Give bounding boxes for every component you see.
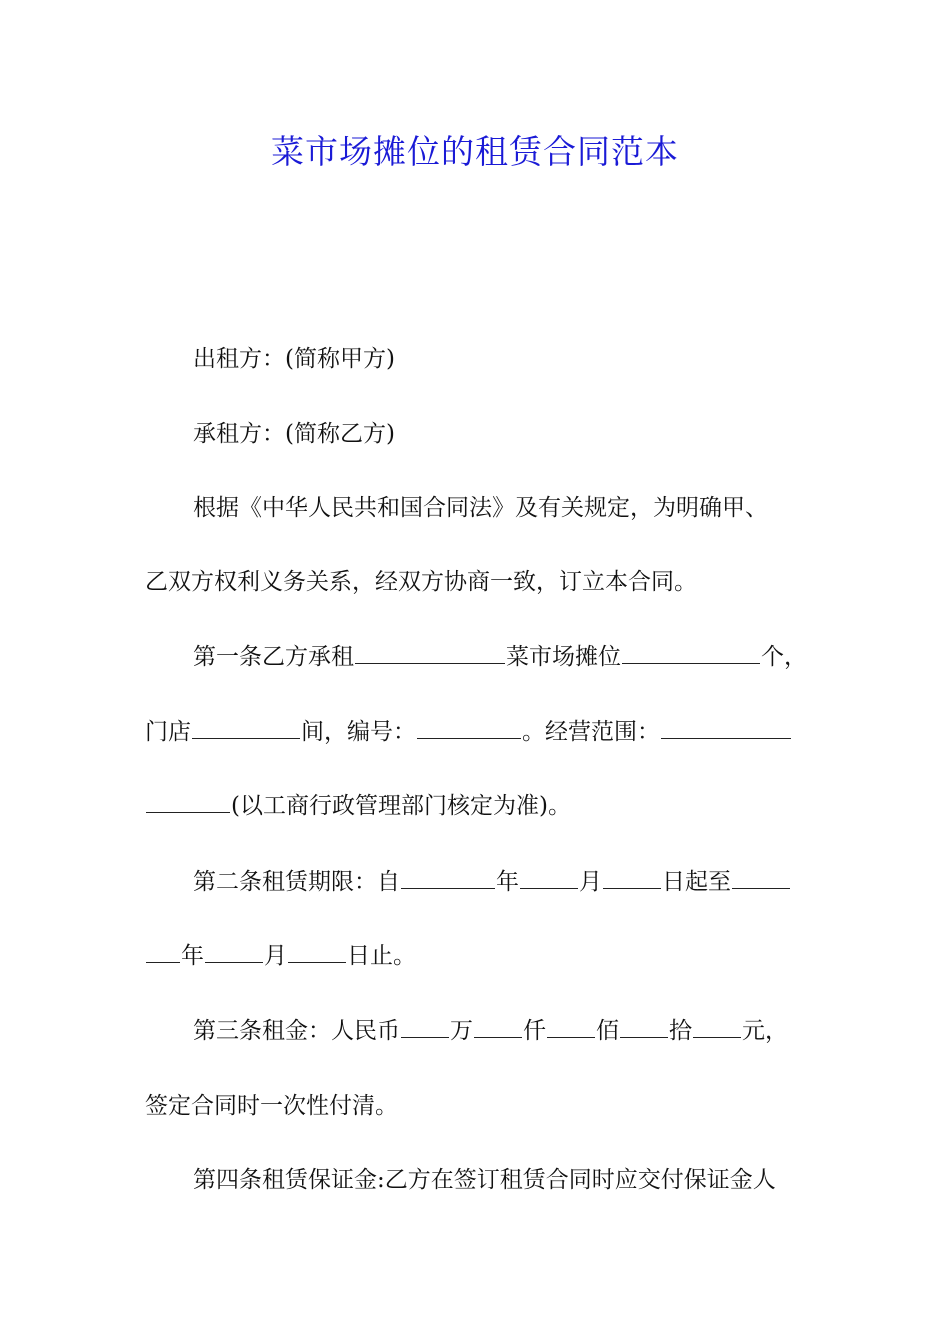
wan-blank — [401, 1015, 449, 1038]
number-blank — [417, 716, 521, 739]
start-year-blank — [401, 866, 495, 889]
article-4-line-1: 第四条租赁保证金:乙方在签订租赁合同时应交付保证金人 — [193, 1167, 776, 1193]
article-1-text-f: 。经营范围： — [522, 719, 660, 745]
article-2-line-2 — [145, 940, 416, 972]
document-title: 菜市场摊位的租赁合同范本 — [271, 132, 679, 171]
yuan-blank — [693, 1015, 741, 1038]
shop-count-blank — [192, 716, 300, 739]
shi-blank — [620, 1015, 668, 1038]
intro-line-2: 乙双方权利义务关系，经双方协商一致，订立本合同。 — [145, 569, 697, 595]
article-2-month-label: 月 — [579, 869, 602, 895]
article-3-wan: 万 — [450, 1018, 473, 1044]
article-2-line-1 — [193, 866, 791, 898]
end-year-blank-cont — [146, 940, 180, 963]
article-3-shi: 拾 — [669, 1018, 692, 1044]
article-1-text-b: 菜市场摊位 — [506, 644, 621, 670]
qian-blank — [474, 1015, 522, 1038]
lessor-line: 出租方：(简称甲方) — [193, 346, 395, 372]
article-1-text-e: 间，编号： — [301, 719, 416, 745]
article-1-text-g: (以工商行政管理部门核定为准)。 — [231, 793, 571, 819]
end-month-blank — [205, 940, 263, 963]
article-3-qian: 仟 — [523, 1018, 546, 1044]
article-1-line-3 — [145, 790, 571, 822]
article-2-month-label-2: 月 — [264, 943, 287, 969]
article-3-line-2: 签定合同时一次性付清。 — [145, 1093, 398, 1119]
article-2-year-label: 年 — [496, 869, 519, 895]
start-month-blank — [520, 866, 578, 889]
article-1-line-1 — [193, 641, 807, 673]
start-day-blank — [603, 866, 661, 889]
end-day-blank — [288, 940, 346, 963]
end-year-blank — [732, 866, 790, 889]
business-scope-blank — [661, 716, 791, 739]
article-3-yuan: 元， — [742, 1018, 788, 1044]
stall-count-blank — [622, 641, 760, 664]
article-3-text-a: 第三条租金：人民币 — [193, 1018, 400, 1044]
intro-line-1: 根据《中华人民共和国合同法》及有关规定，为明确甲、 — [193, 495, 768, 521]
article-1-text-a: 第一条乙方承租 — [193, 644, 354, 670]
market-name-blank — [355, 641, 505, 664]
article-2-day-to-label: 日止。 — [347, 943, 416, 969]
article-1-line-2 — [145, 716, 792, 748]
article-2-year-label-2: 年 — [181, 943, 204, 969]
article-2-day-from-label: 日起至 — [662, 869, 731, 895]
business-scope-blank-cont — [146, 790, 230, 813]
article-3-bai: 佰 — [596, 1018, 619, 1044]
lessee-line: 承租方：(简称乙方) — [193, 421, 395, 447]
article-2-text-a: 第二条租赁期限：自 — [193, 869, 400, 895]
article-3-line-1 — [193, 1015, 788, 1047]
bai-blank — [547, 1015, 595, 1038]
article-1-text-c: 个， — [761, 644, 807, 670]
article-1-text-d: 门店 — [145, 719, 191, 745]
